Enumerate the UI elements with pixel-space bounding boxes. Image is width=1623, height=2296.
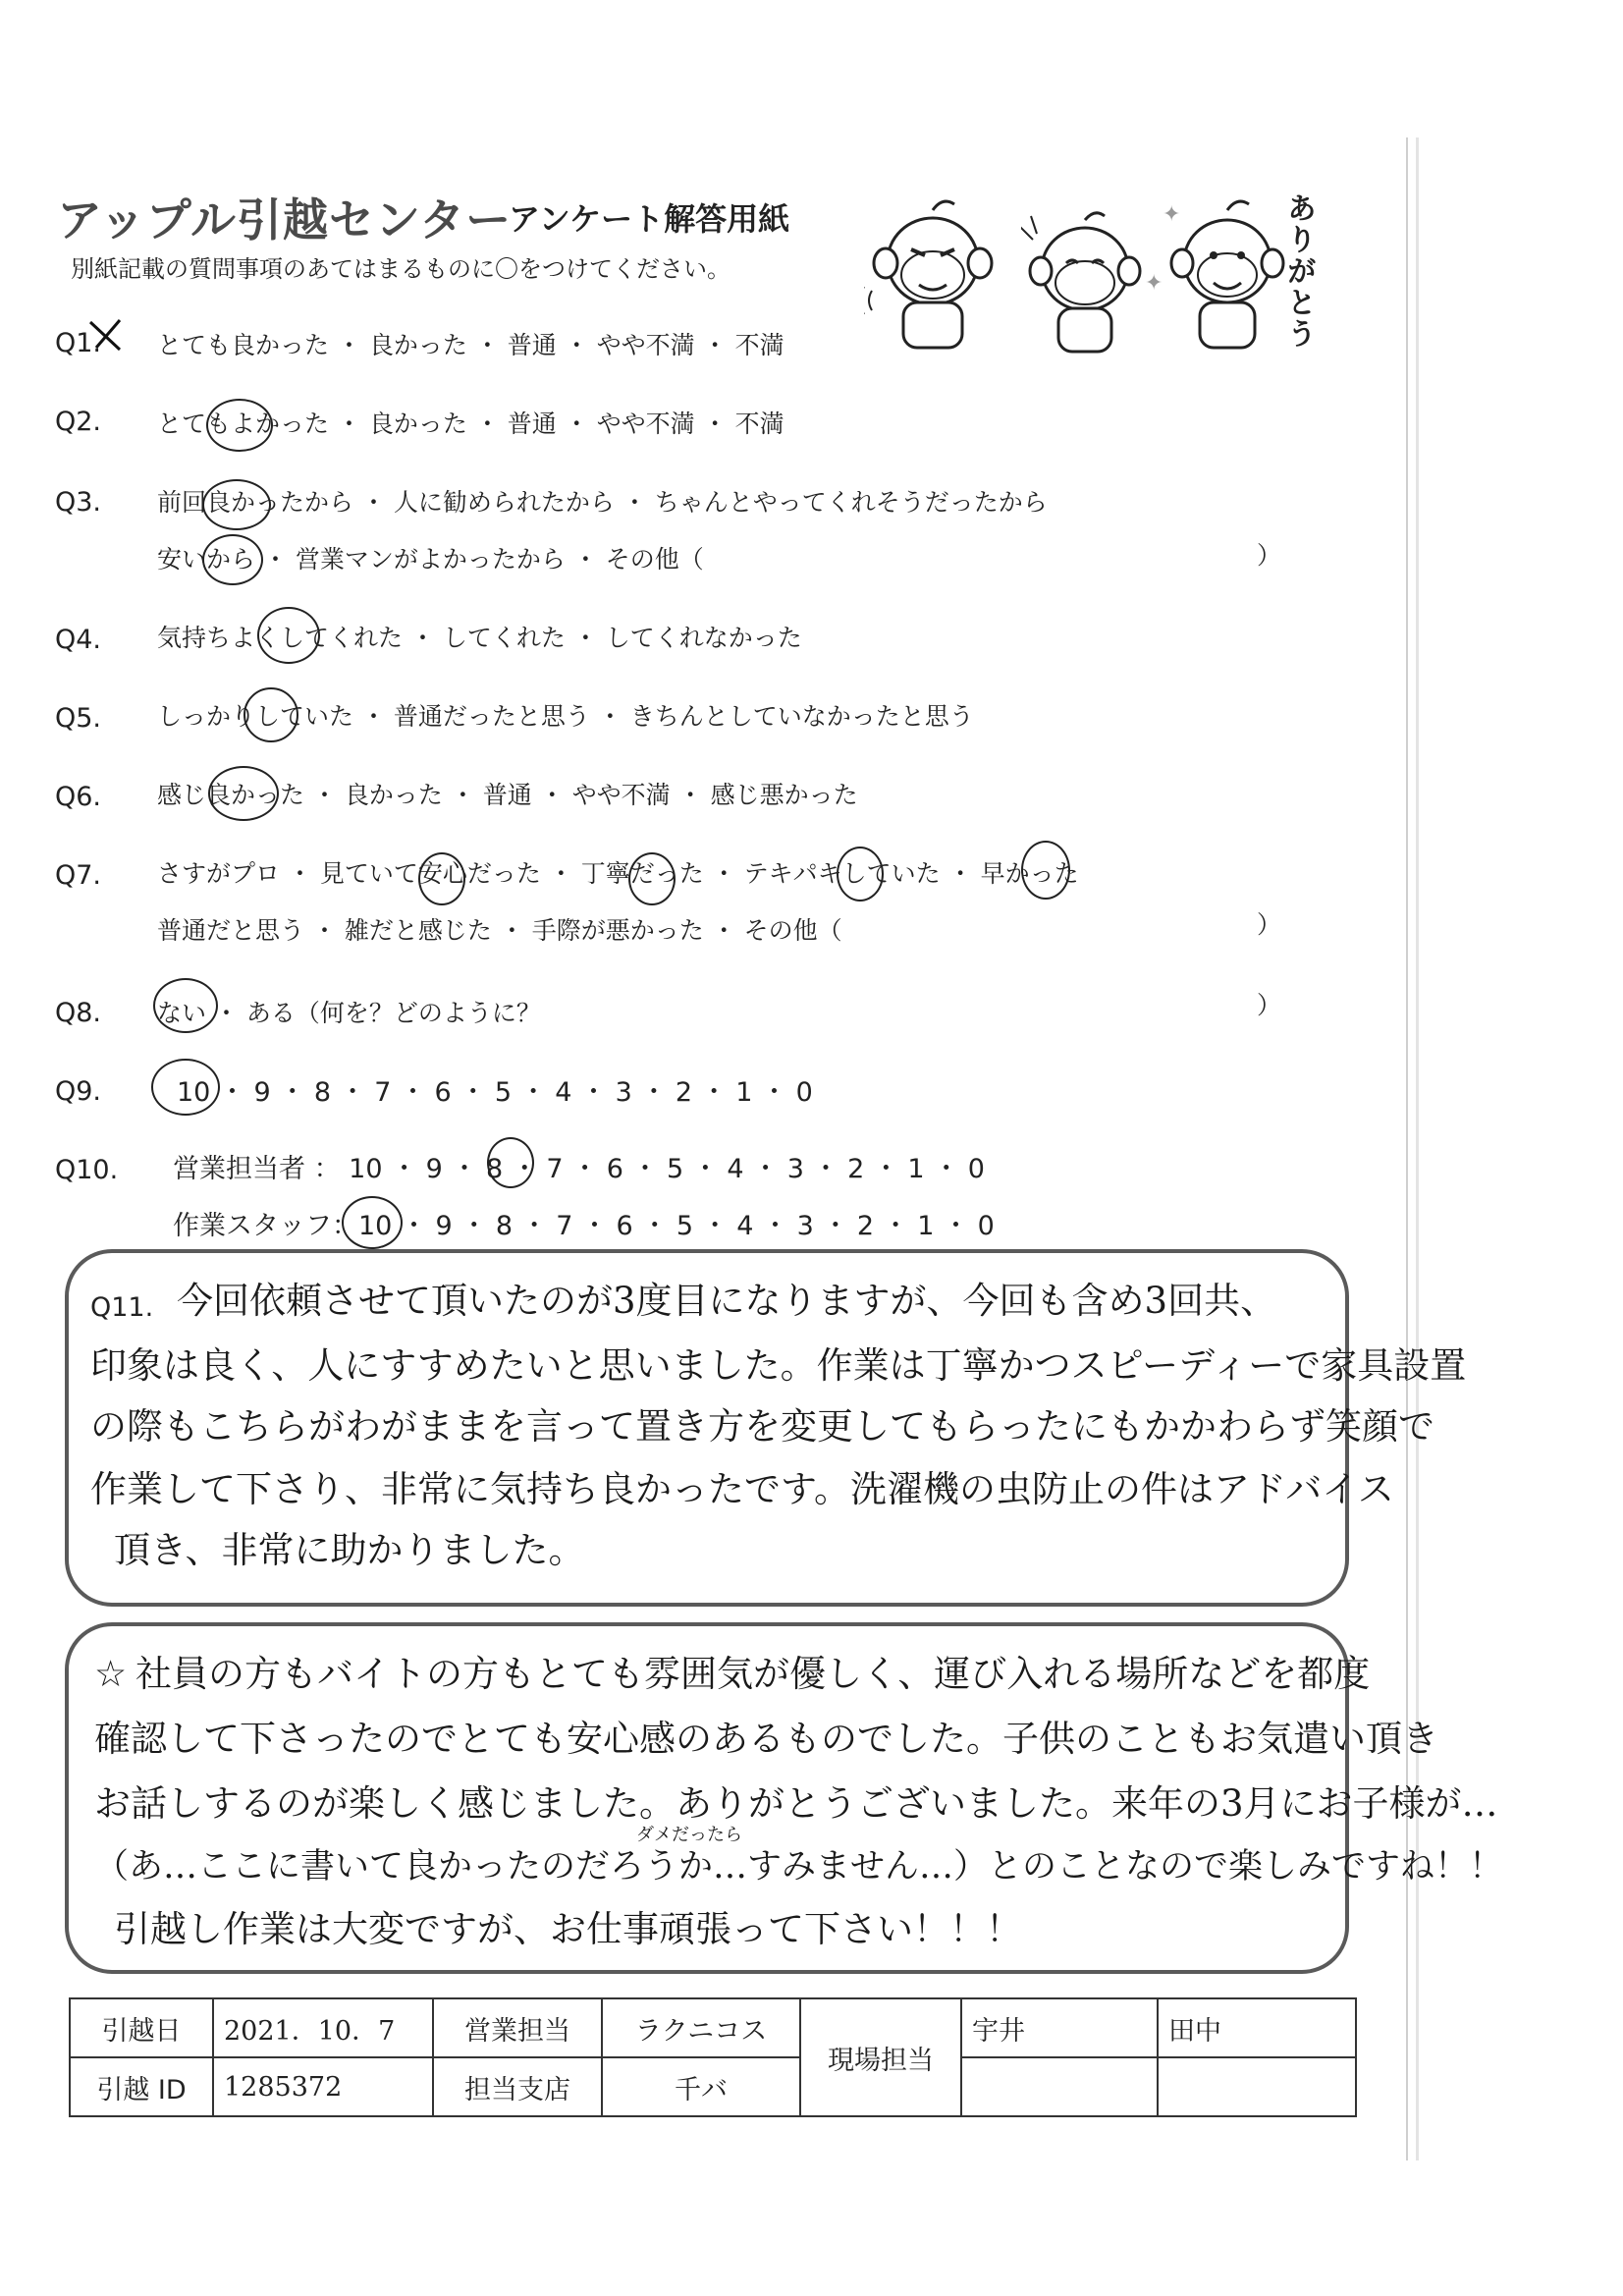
question-options: 営業担当者 ： 10 ・ 9 ・ 8 ・ 7 ・ 6 ・ 5 ・ 4 ・ 3 ・ 2 ・ 1 ・ 0 bbox=[173, 1154, 985, 1184]
move-id-label: 引越 ID bbox=[70, 2057, 213, 2116]
handwritten-line: 頂き、非常に助かりました。 bbox=[114, 1529, 585, 1571]
monkey-mascot-icon bbox=[1168, 192, 1286, 359]
sparkle-icon: ✦ bbox=[1163, 202, 1181, 227]
move-info-table bbox=[69, 1997, 1357, 2117]
monkey-mascot-icon bbox=[1021, 206, 1149, 363]
handwritten-insert-note: ダメだったら bbox=[636, 1825, 742, 1845]
question-label: Q5. bbox=[55, 703, 102, 734]
site-staff-label: 現場担当 bbox=[800, 1998, 961, 2116]
question-label: Q9. bbox=[55, 1076, 102, 1107]
sparkle-icon: ✦ bbox=[1145, 271, 1163, 296]
answer-circle bbox=[202, 479, 271, 530]
monkey-mascot-icon bbox=[864, 192, 1001, 359]
answer-circle bbox=[342, 1196, 403, 1249]
close-paren: ） bbox=[1257, 910, 1282, 939]
company-name: アップル引越センター bbox=[57, 193, 513, 246]
close-paren: ） bbox=[1257, 991, 1282, 1019]
answer-circle bbox=[418, 852, 465, 905]
question-options: ない ・ ある（何を？どのように？ bbox=[157, 999, 541, 1027]
form-subtitle: アンケート解答用紙 bbox=[509, 200, 790, 238]
question-label: Q1. bbox=[55, 328, 102, 358]
answer-circle bbox=[151, 1059, 220, 1116]
handwritten-line: 印象は良く、人にすすめたいと思いました。作業は丁寧かつスピーディーで家具設置 bbox=[90, 1344, 1467, 1387]
answer-circle bbox=[208, 766, 279, 821]
site-staff-value: 田中 bbox=[1158, 1998, 1356, 2057]
answer-circle bbox=[202, 534, 263, 585]
handwritten-line: 今回依頼させて頂いたのが3度目になりますが、今回も含め3回共、 bbox=[177, 1280, 1277, 1322]
answer-circle bbox=[257, 607, 320, 664]
sales-label: 営業担当 bbox=[433, 1998, 602, 2057]
form-instruction: 別紙記載の質問事項のあてはまるものに〇をつけてください。 bbox=[71, 255, 730, 283]
question-options: 安いから ・ 営業マンがよかったから ・ その他（ bbox=[157, 545, 704, 574]
close-paren: ） bbox=[1257, 541, 1282, 570]
question-options: とても良かった ・ 良かった ・ 普通 ・ やや不満 ・ 不満 bbox=[157, 331, 784, 359]
answer-circle bbox=[487, 1137, 534, 1188]
handwritten-line: お話しするのが楽しく感じました。ありがとうございました。来年の3月にお子様が… bbox=[94, 1782, 1498, 1825]
branch-label: 担当支店 bbox=[433, 2057, 602, 2116]
move-date-value: 2021．10．7 bbox=[213, 1998, 433, 2057]
check-mark-icon bbox=[86, 316, 126, 355]
site-staff-empty bbox=[961, 2057, 1158, 2116]
handwritten-line: 引越し作業は大変ですが、お仕事頑張って下さい！！！ bbox=[114, 1908, 1022, 1950]
handwritten-line: 確認して下さったのでとても安心感のあるものでした。子供のこともお気遣い頂き bbox=[94, 1718, 1438, 1760]
star-icon: ☆ bbox=[94, 1653, 128, 1695]
site-staff-empty bbox=[1158, 2057, 1356, 2116]
question-label: Q2. bbox=[55, 407, 102, 437]
handwritten-line: （あ…ここに書いて良かったのだろうか…すみません…）とのことなので楽しみですね！！ bbox=[94, 1847, 1504, 1886]
answer-circle bbox=[837, 847, 884, 902]
question-options: とてもよかった ・ 良かった ・ 普通 ・ やや不満 ・ 不満 bbox=[157, 410, 784, 438]
question-label: Q3. bbox=[55, 487, 102, 518]
question-options: 10 ・ 9 ・ 8 ・ 7 ・ 6 ・ 5 ・ 4 ・ 3 ・ 2 ・ 1 ・ 0 bbox=[177, 1077, 813, 1108]
question-label: Q4. bbox=[55, 625, 102, 655]
sales-value: ラクニコス bbox=[602, 1998, 800, 2057]
question-options: 普通だと思う ・ 雑だと感じた ・ 手際が悪かった ・ その他（ bbox=[157, 916, 842, 945]
question-options: 作業スタッフ：10 ・ 9 ・ 8 ・ 7 ・ 6 ・ 5 ・ 4 ・ 3 ・ 2 ・ 1 ・ 0 bbox=[173, 1211, 995, 1241]
question-options: さすがプロ ・ 見ていて安心だった ・ 丁寧だった ・ テキパキしていた ・ 早かった bbox=[157, 859, 1079, 888]
move-date-label: 引越日 bbox=[70, 1998, 213, 2057]
branch-value: 千バ bbox=[602, 2057, 800, 2116]
handwritten-line: 作業して下さり、非常に気持ち良かったです。洗濯機の虫防止の件はアドバイス bbox=[90, 1468, 1394, 1510]
thanks-text: ありがとう bbox=[1281, 192, 1316, 350]
handwritten-line: の際もこちらがわがままを言って置き方を変更してもらったにもかかわらず笑顔で bbox=[90, 1405, 1434, 1448]
question-options: 前回良かったから ・ 人に勧められたから ・ ちゃんとやってくれそうだったから bbox=[157, 488, 1048, 517]
question-label: Q7. bbox=[55, 860, 102, 891]
answer-circle bbox=[243, 687, 298, 742]
answer-circle bbox=[206, 399, 273, 452]
question-label: Q8. bbox=[55, 998, 102, 1028]
answer-circle bbox=[1021, 841, 1070, 900]
question-label: Q10. bbox=[55, 1155, 119, 1185]
answer-circle bbox=[628, 852, 676, 905]
handwritten-line: 社員の方もバイトの方もとても雰囲気が優しく、運び入れる場所などを都度 bbox=[135, 1653, 1371, 1695]
question-options: 気持ちよくしてくれた ・ してくれた ・ してくれなかった bbox=[157, 624, 802, 652]
move-id-value: 1285372 bbox=[213, 2057, 433, 2116]
question-label: Q11. bbox=[90, 1292, 154, 1323]
answer-circle bbox=[153, 978, 218, 1033]
question-options: しっかりしていた ・ 普通だったと思う ・ きちんとしていなかったと思う bbox=[157, 702, 974, 731]
question-label: Q6. bbox=[55, 782, 102, 812]
site-staff-value: 宇井 bbox=[961, 1998, 1158, 2057]
question-options: 感じ良かった ・ 良かった ・ 普通 ・ やや不満 ・ 感じ悪かった bbox=[157, 781, 858, 809]
